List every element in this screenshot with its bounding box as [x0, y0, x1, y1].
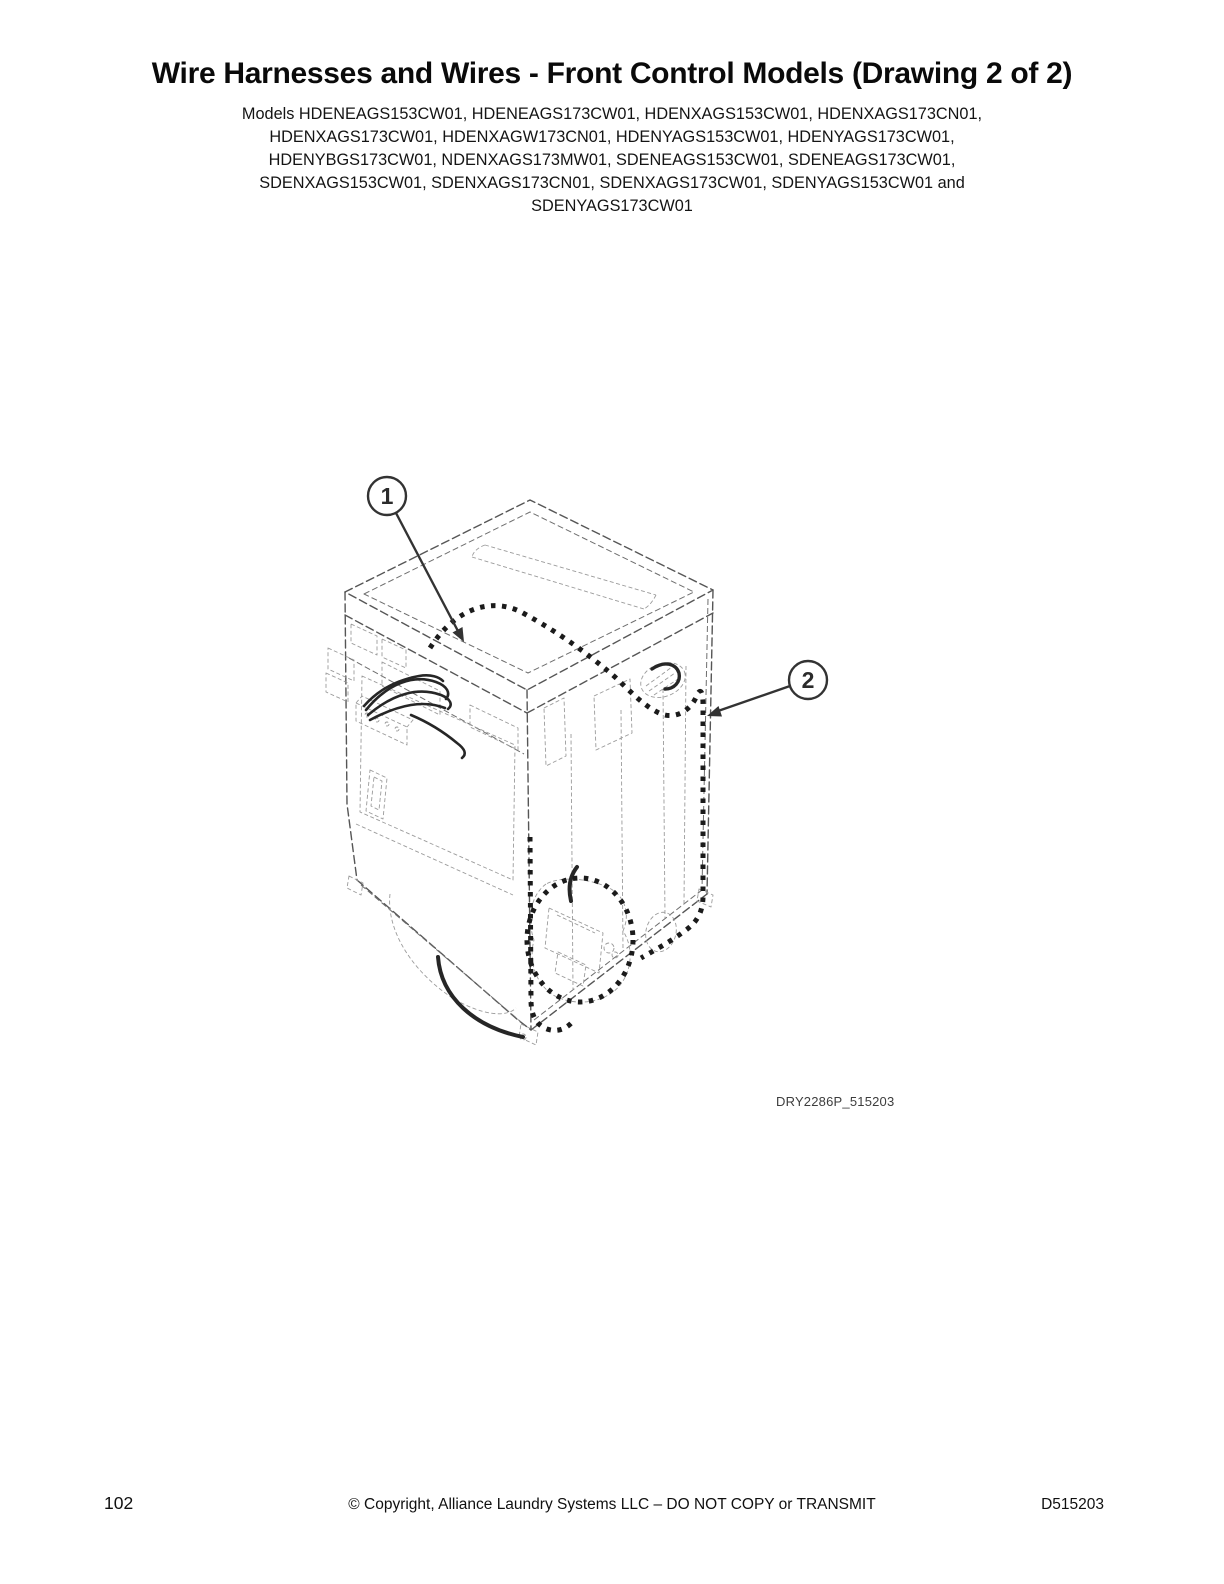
- callout-2-label: 2: [801, 667, 815, 693]
- callout-2-leader: [718, 686, 790, 711]
- page-number: 102: [104, 1493, 134, 1513]
- dryer-rear-isometric-drawing: [318, 452, 848, 1092]
- doc-number: D515203: [1041, 1496, 1104, 1513]
- models-line-1: Models HDENEAGS153CW01, HDENEAGS173CW01, HDENXAGS153CW01, HDENXAGS173CN01,: [241, 105, 983, 123]
- port-hole-wire: [652, 664, 679, 689]
- models-line-2: HDENXAGS173CW01, HDENXAGW173CN01, HDENYAGS153CW01, HDENYAGS173CW01,: [269, 128, 955, 146]
- drawing-reference: DRY2286P_515203: [776, 1094, 895, 1109]
- motor-wire: [570, 867, 577, 901]
- cabinet-details: [326, 545, 713, 1045]
- models-line-4: SDENXAGS153CW01, SDENXAGS173CN01, SDENXAGS173CW01, SDENYAGS153CW01 and: [259, 174, 965, 192]
- wiring-diagram-figure: [318, 452, 848, 1092]
- terminal-block-wires: [364, 675, 465, 758]
- power-cord-wire: [438, 957, 523, 1037]
- callout-2: [707, 661, 827, 717]
- callout-2-arrowhead-icon: [707, 706, 722, 717]
- callout-1-label: 1: [380, 483, 394, 509]
- models-line-3: HDENYBGS173CW01, NDENXAGS173MW01, SDENEAGS153CW01, SDENEAGS173CW01,: [268, 151, 956, 169]
- page-title: Wire Harnesses and Wires - Front Control Models (Drawing 2 of 2): [151, 57, 1073, 90]
- harness-route-top: [430, 606, 703, 958]
- callout-1: [368, 477, 464, 642]
- copyright-line: © Copyright, Alliance Laundry Systems LLC – DO NOT COPY or TRANSMIT: [348, 1496, 876, 1513]
- harness-route-motor-loop: [527, 878, 633, 1002]
- models-list: [0, 103, 1224, 218]
- models-line-5: SDENYAGS173CW01: [531, 197, 693, 215]
